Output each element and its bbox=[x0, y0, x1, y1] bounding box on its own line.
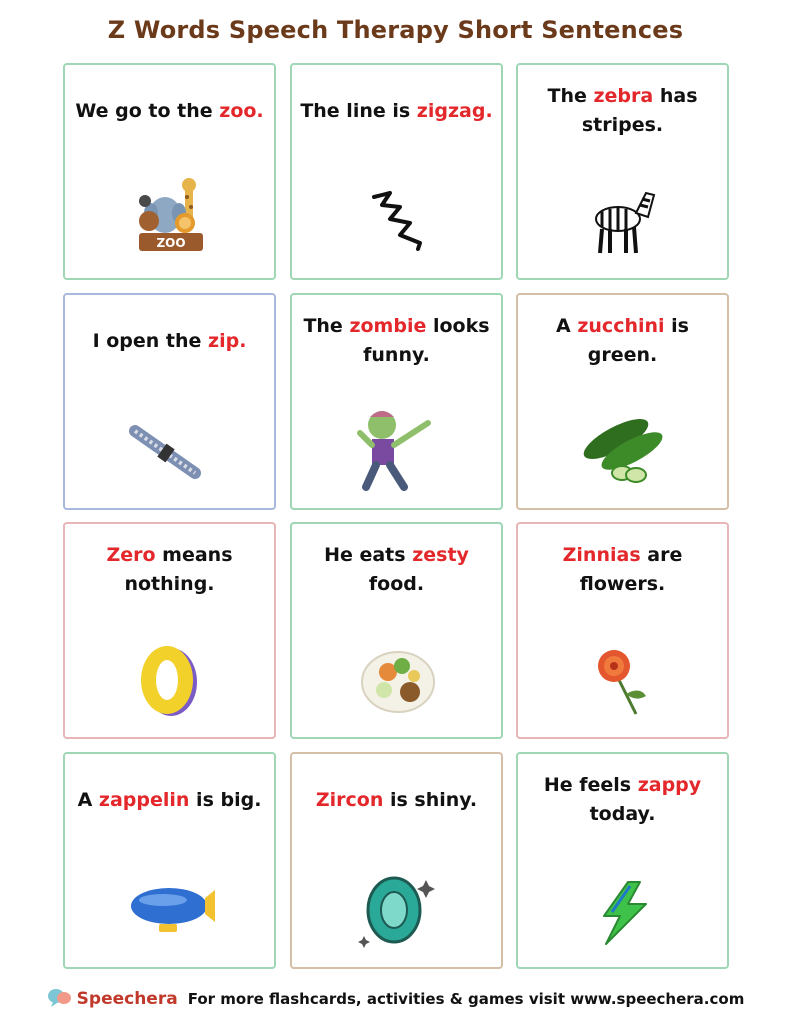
footer-link-text[interactable]: For more flashcards, activities & games visit www.speechera.com bbox=[187, 990, 745, 1008]
card-zero bbox=[63, 522, 276, 739]
zigzag-icon bbox=[292, 157, 501, 278]
card-sentence: The zombie looks funny. bbox=[303, 315, 490, 366]
footer bbox=[0, 984, 791, 1014]
zombie-icon bbox=[292, 387, 501, 508]
zero-icon bbox=[65, 616, 274, 737]
zesty-food-icon bbox=[292, 616, 501, 737]
card-zesty bbox=[290, 522, 503, 739]
card-zucchini bbox=[516, 293, 729, 510]
svg-text:ZOO: ZOO bbox=[156, 236, 186, 250]
zoo-icon bbox=[65, 157, 274, 278]
card-sentence: He eats zesty food. bbox=[324, 544, 469, 595]
card-sentence: The zebra has stripes. bbox=[547, 85, 698, 136]
card-zebra bbox=[516, 63, 729, 280]
card-sentence: He feels zappy today. bbox=[543, 774, 702, 825]
card-zip bbox=[63, 293, 276, 510]
brand bbox=[47, 986, 178, 1012]
zinnia-icon bbox=[518, 616, 727, 737]
zircon-icon bbox=[292, 846, 501, 967]
card-sentence: Zircon is shiny. bbox=[315, 788, 478, 811]
card-zircon bbox=[290, 752, 503, 969]
card-zappelin bbox=[63, 752, 276, 969]
card-sentence: Zinnias are flowers. bbox=[562, 544, 683, 595]
card-sentence: We go to the zoo. bbox=[75, 99, 264, 122]
card-sentence: I open the zip. bbox=[92, 329, 247, 352]
card-sentence: A zappelin is big. bbox=[77, 788, 262, 811]
card-zoo bbox=[63, 63, 276, 280]
zip-icon bbox=[65, 387, 274, 508]
speech-bubbles-icon bbox=[47, 986, 73, 1012]
card-zappy bbox=[516, 752, 729, 969]
brand-name: Speechera bbox=[76, 989, 178, 1009]
zucchini-icon bbox=[518, 387, 727, 508]
card-zigzag bbox=[290, 63, 503, 280]
card-sentence: The line is zigzag. bbox=[300, 99, 493, 122]
card-sentence: A zucchini is green. bbox=[556, 315, 689, 366]
card-zombie bbox=[290, 293, 503, 510]
zeppelin-icon bbox=[65, 846, 274, 967]
lightning-icon bbox=[518, 846, 727, 967]
page-title: Z Words Speech Therapy Short Sentences bbox=[107, 16, 684, 44]
card-zinnias bbox=[516, 522, 729, 739]
card-sentence: Zero means nothing. bbox=[106, 544, 233, 595]
zebra-icon bbox=[518, 157, 727, 278]
